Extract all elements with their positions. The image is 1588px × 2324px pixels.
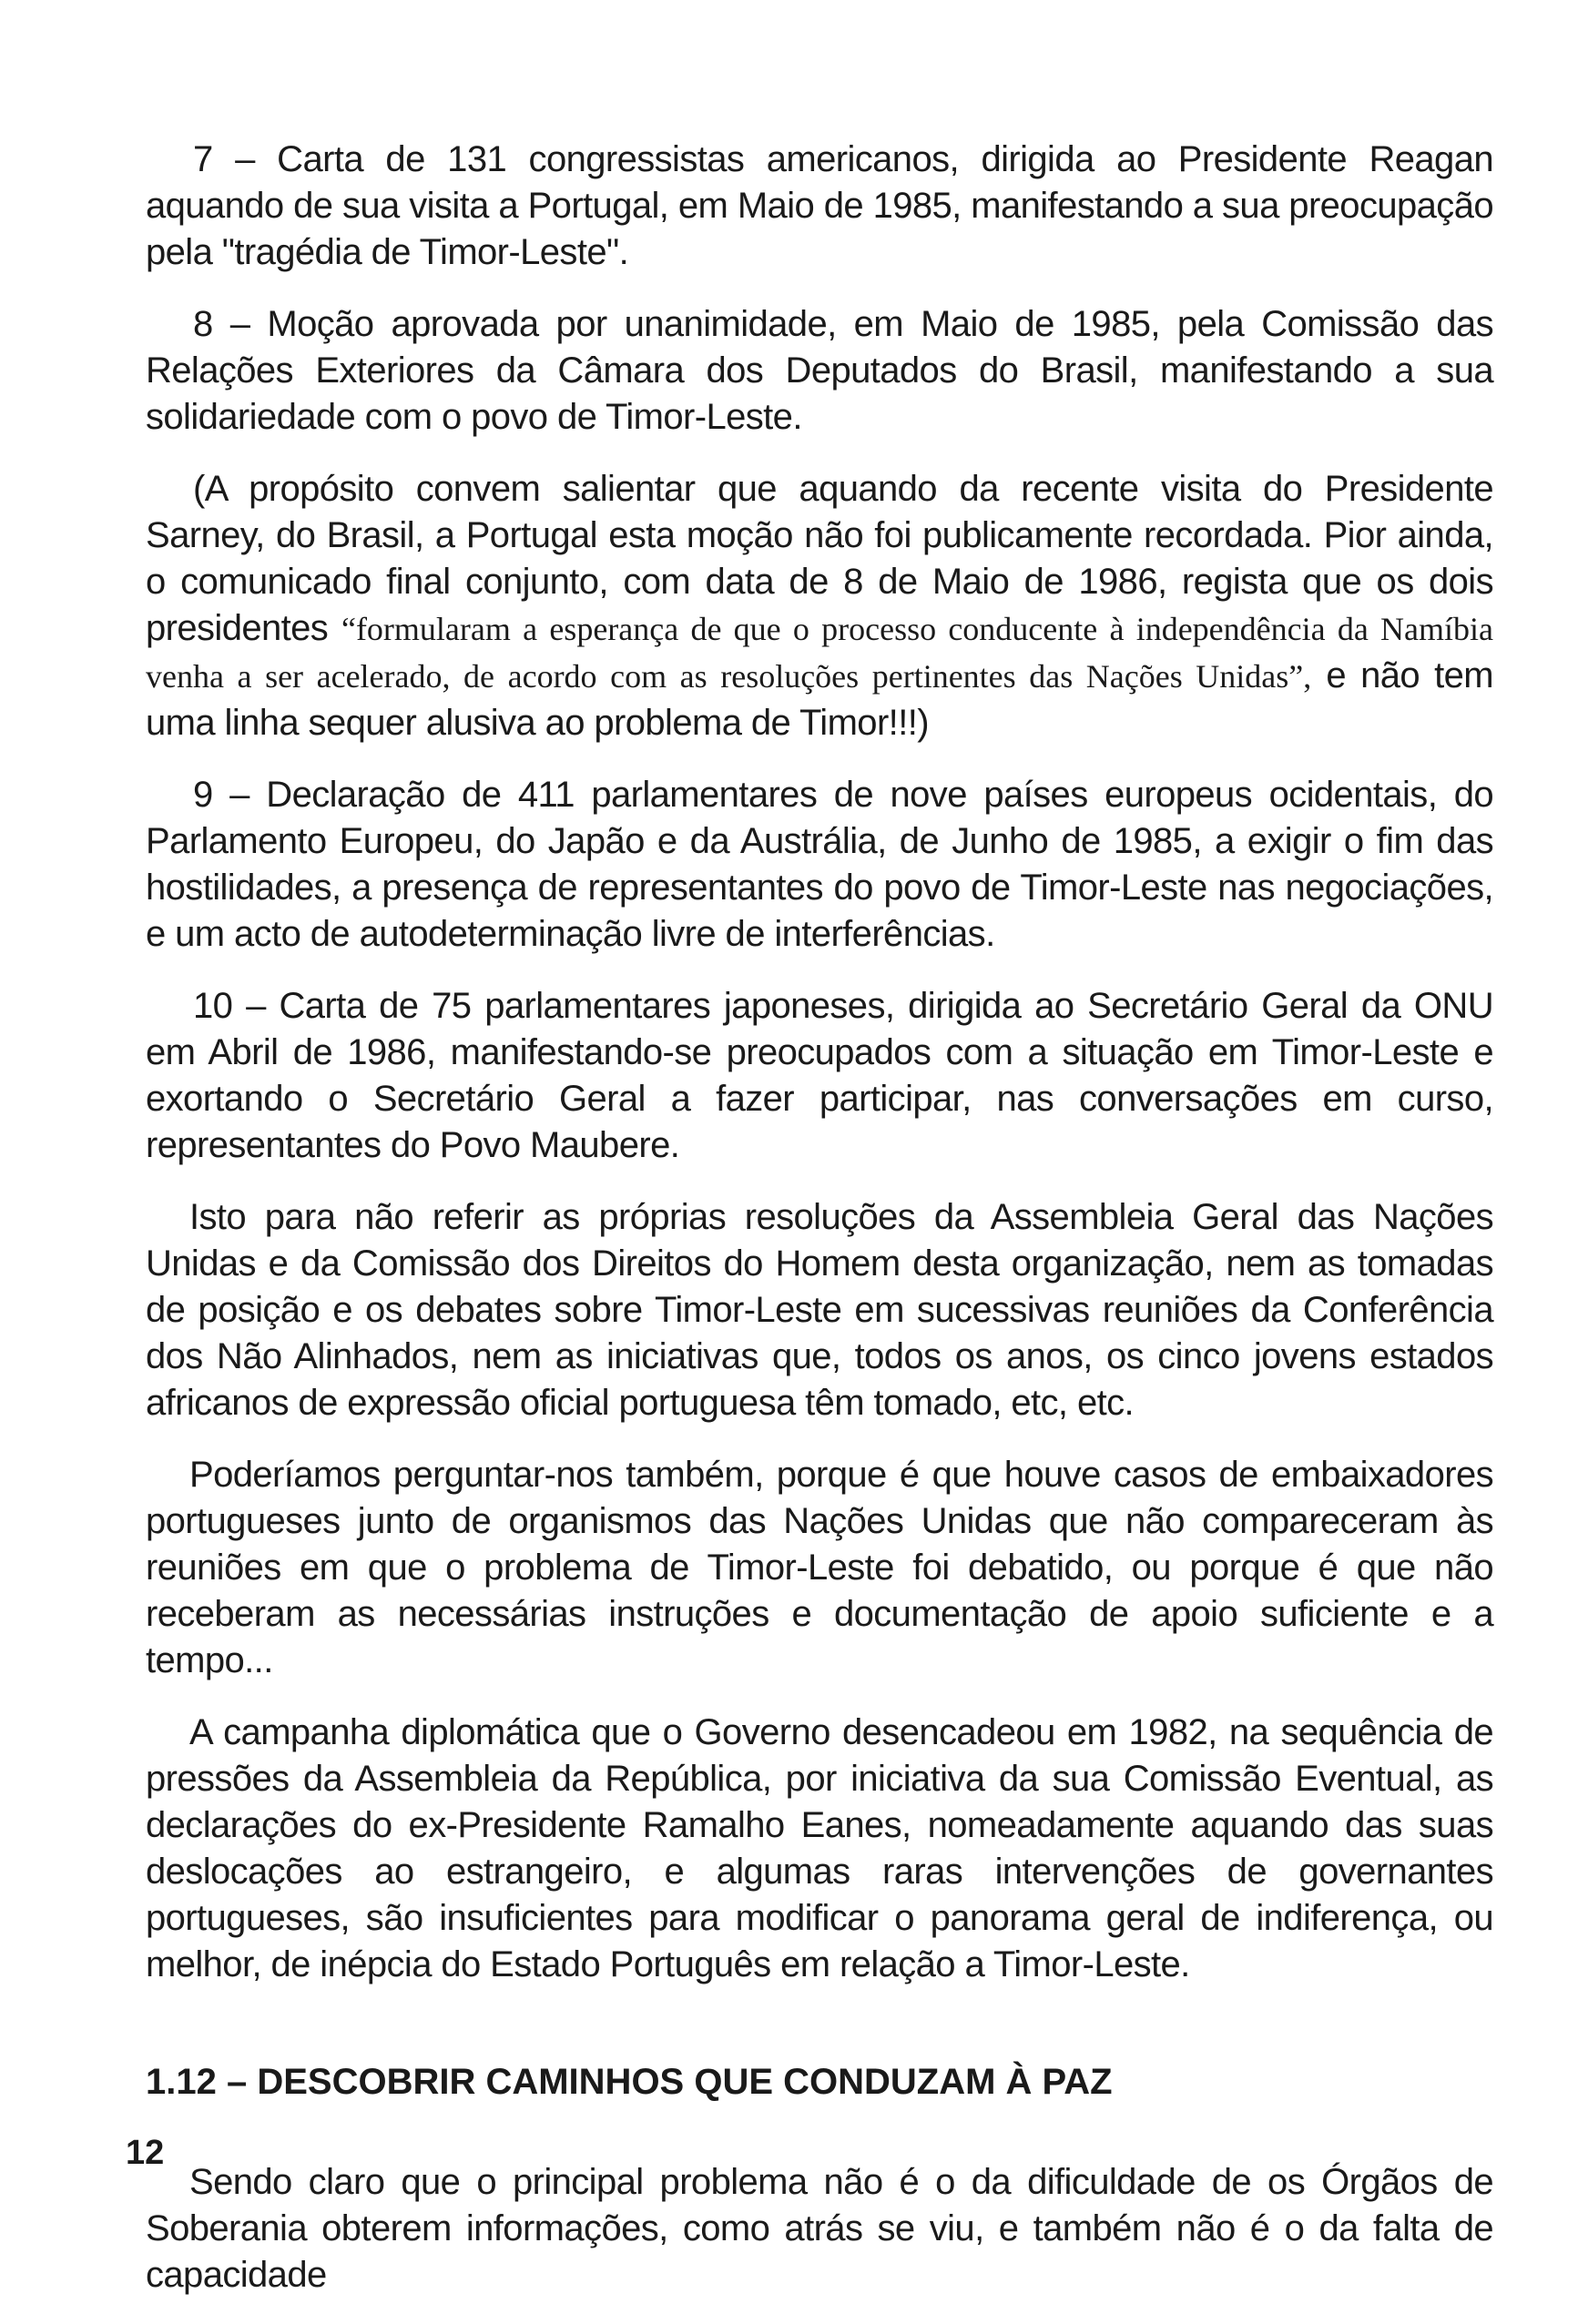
campaign-paragraph: A campanha diplomática que o Governo desencadeou em 1982, na sequência de pressões da Assembleia da República, por iniciativa da sua Comissão Eventual, as declarações do ex-Presidente Ramalho Eanes, nomeadamente aquando das suas deslocações ao estrangeiro, e algumas raras intervenções de governantes portugueses, são insuficientes para modificar o panorama geral de indiferença, ou melhor, de inépcia do Estado Português em relação a Timor-Leste. <box>146 1712 1493 1984</box>
aside-text-before: (A propósito convem salientar que aquando da recente visita do Presidente Sarney, do Brasil, a Portugal esta moção não foi publicamente recordada. Pior ainda, o comunicado final conjunto, com data de 8 de Maio de 1986, regista que os dois presidentes <box>146 469 1493 648</box>
list-item-7: 7 – Carta de 131 congressistas americanos, dirigida ao Presidente Reagan aquando de sua visita a Portugal, em Maio de 1985, manifestando a sua preocupação pela "tragédia de Timor-Leste". <box>146 139 1493 272</box>
closing-paragraph: Sendo claro que o principal problema não é o da dificuldade de os Órgãos de Soberania obterem informações, como atrás se viu, e também não é o da falta de capacidade <box>146 2162 1493 2295</box>
aside-text-after: e não tem uma linha sequer alusiva ao problema de Timor!!!) <box>146 655 1493 743</box>
aside-paragraph <box>146 466 1493 746</box>
list-item-8: 8 – Moção aprovada por unanimidade, em Maio de 1985, pela Comissão das Relações Exteriores da Câmara dos Deputados do Brasil, manifestando a sua solidariedade com o povo de Timor-Leste. <box>146 304 1493 437</box>
page-body <box>146 137 1493 2324</box>
section-heading: 1.12 – DESCOBRIR CAMINHOS QUE CONDUZAM À PAZ <box>146 2062 1113 2102</box>
page-number: 12 <box>126 2134 165 2172</box>
list-item-9: 9 – Declaração de 411 parlamentares de nove países europeus ocidentais, do Parlamento Europeu, do Japão e da Austrália, de Junho de 1985, a exigir o fim das hostilidades, a presença de representantes do povo de Timor-Leste nas negociações, e um acto de autodeterminação livre de interferências. <box>146 775 1493 954</box>
aside-quotation: “formularam a esperança de que o processo conducente à independência da Namíbia venha a ser acelerado, de acordo com as resoluções pertinentes das Nações Unidas”, <box>146 611 1494 695</box>
list-item-10: 10 – Carta de 75 parlamentares japoneses, dirigida ao Secretário Geral da ONU em Abril de 1986, manifestando-se preocupados com a situação em Timor-Leste e exortando o Secretário Geral a fazer participar, nas conversações em curso, representantes do Povo Maubere. <box>146 986 1493 1165</box>
resolutions-paragraph: Isto para não referir as próprias resoluções da Assembleia Geral das Nações Unidas e da Comissão dos Direitos do Homem desta organização, nem as tomadas de posição e os debates sobre Timor-Leste em sucessivas reuniões da Conferência dos Não Alinhados, nem as iniciativas que, todos os anos, os cinco jovens estados africanos de expressão oficial portuguesa têm tomado, etc, etc. <box>146 1197 1493 1423</box>
ambassadors-paragraph: Poderíamos perguntar-nos também, porque é que houve casos de embaixadores portugueses junto de organismos das Nações Unidas que não compareceram às reuniões em que o problema de Timor-Leste foi debatido, ou porque é que não receberam as necessárias instruções e documentação de apoio suficiente e a tempo... <box>146 1455 1493 1680</box>
